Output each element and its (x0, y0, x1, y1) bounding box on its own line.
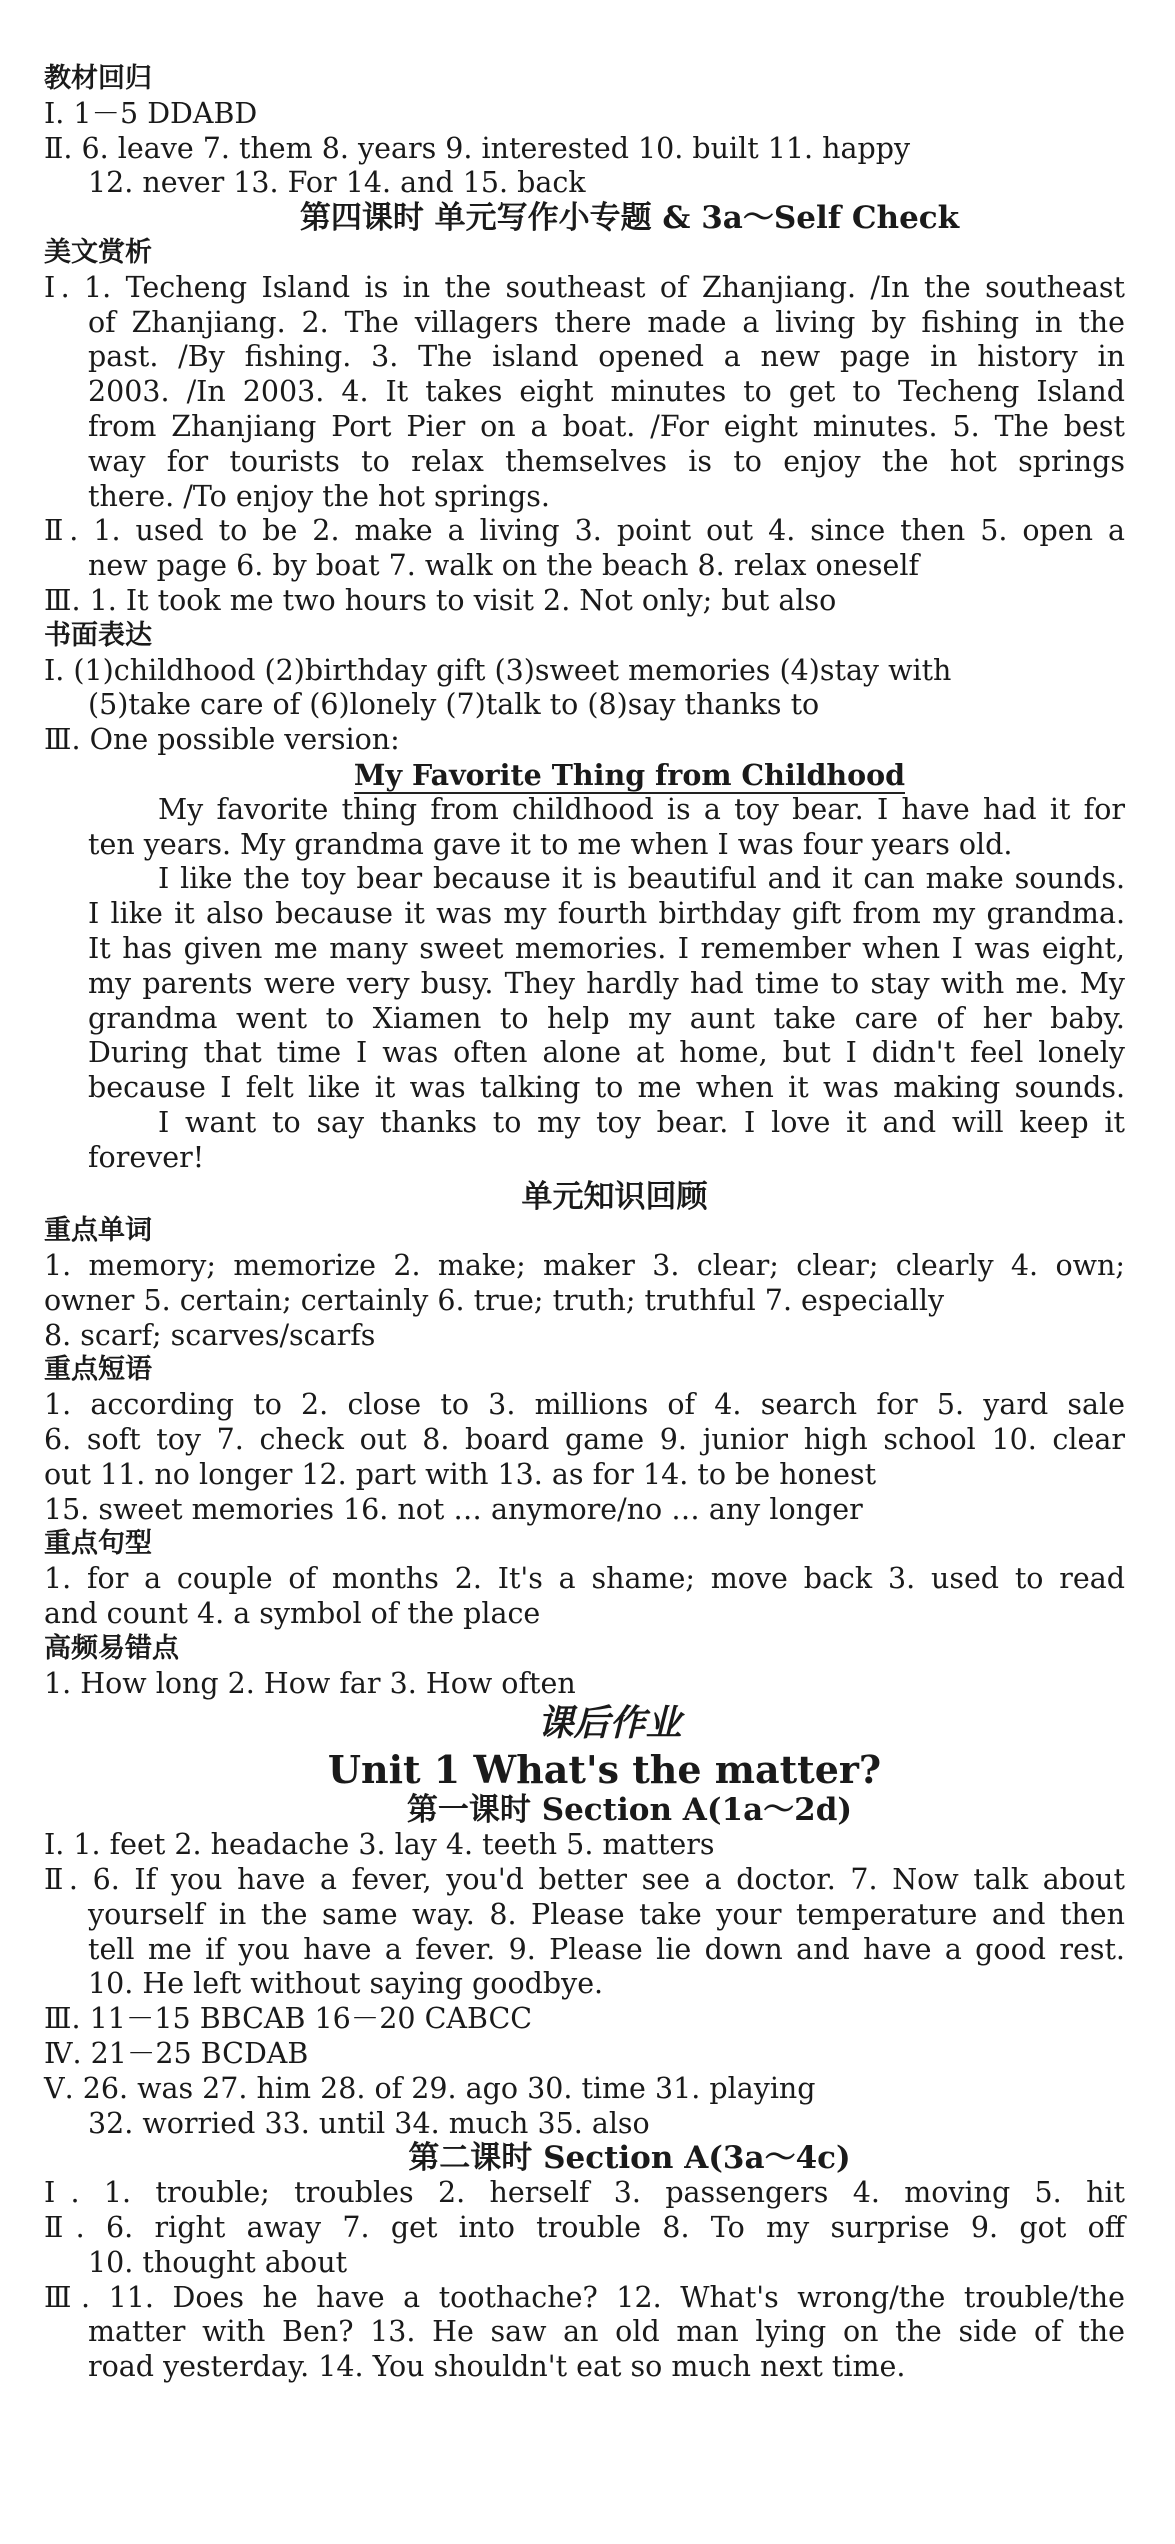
answer-line: of Zhanjiang. 2. The villagers there made a living by fishing in the (88, 305, 1125, 339)
answer-line: Ⅰ. 1－5 DDABD (44, 96, 258, 130)
answer-line: 1. memory; memorize 2. make; maker 3. clear; clear; clearly 4. own; (44, 1249, 1125, 1283)
answer-line: 1. for a couple of months 2. It's a shame; move back 3. used to read (44, 1562, 1125, 1596)
essay-line: forever! (88, 1140, 205, 1174)
essay-line: My favorite thing from childhood is a toy bear. I have had it for (158, 792, 1125, 826)
essay-line: I like the toy bear because it is beautiful and it can make sounds. (158, 862, 1125, 896)
answer-line: 10. He left without saying goodbye. (88, 1967, 604, 2001)
lesson-heading-4: 第四课时 单元写作小专题 & 3a～Self Check (299, 200, 960, 237)
section-title-key-words: 重点单词 (44, 1215, 152, 1247)
answer-line: new page 6. by boat 7. walk on the beach 8. relax oneself (88, 549, 920, 583)
essay-line: I like it also because it was my fourth birthday gift from my grandma. (88, 897, 1125, 931)
answer-line: Ⅲ. One possible version: (44, 723, 400, 757)
answer-line: Ⅱ. 1. used to be 2. make a living 3. point out 4. since then 5. open a (44, 514, 1125, 548)
lesson-heading-2: 第二课时 Section A(3a～4c) (408, 2140, 851, 2177)
answer-line: Ⅳ. 21－25 BCDAB (44, 2037, 309, 2071)
answer-line: out 11. no longer 12. part with 13. as for 14. to be honest (44, 1457, 877, 1491)
answer-line: 12. never 13. For 14. and 15. back (88, 166, 586, 200)
answer-line: from Zhanjiang Port Pier on a boat. /For eight minutes. 5. The best (88, 409, 1125, 443)
answer-line: Ⅰ. (1)childhood (2)birthday gift (3)sweet memories (4)stay with (44, 653, 952, 687)
answer-line: Ⅰ. 1. trouble; troubles 2. herself 3. passengers 4. moving 5. hit (44, 2176, 1125, 2210)
lesson-heading-1: 第一课时 Section A(1a～2d) (406, 1792, 853, 1829)
section-title-key-sentences: 重点句型 (44, 1528, 152, 1560)
answer-line: and count 4. a symbol of the place (44, 1597, 541, 1631)
answer-line: past. /By fishing. 3. The island opened a new page in history in (88, 340, 1125, 374)
answer-line: Ⅲ. 11. Does he have a toothache? 12. What's wrong/the trouble/the (44, 2280, 1125, 2314)
essay-line: I want to say thanks to my toy bear. I love it and will keep it (158, 1105, 1125, 1139)
answer-line: matter with Ben? 13. He saw an old man lying on the side of the (88, 2315, 1125, 2349)
unit-heading: Unit 1 What's the matter? (327, 1747, 882, 1793)
answer-line: 15. sweet memories 16. not … anymore/no … any longer (44, 1492, 863, 1526)
unit-review-heading: 单元知识回顾 (521, 1178, 708, 1215)
answer-line: 8. scarf; scarves/scarfs (44, 1318, 376, 1352)
essay-line: ten years. My grandma gave it to me when I was four years old. (88, 827, 1013, 861)
essay-line: my parents were very busy. They hardly had time to stay with me. My (88, 966, 1125, 1000)
answer-line: 10. thought about (88, 2245, 348, 2279)
essay-line: During that time I was often alone at home, but I didn't feel lonely (88, 1036, 1125, 1070)
answer-line: 32. worried 33. until 34. much 35. also (88, 2106, 650, 2140)
answer-line: road yesterday. 14. You shouldn't eat so much next time. (88, 2350, 906, 2384)
answer-line: Ⅱ. 6. right away 7. get into trouble 8. To my surprise 9. got off (44, 2211, 1125, 2245)
answer-line: way for tourists to relax themselves is to enjoy the hot springs (88, 444, 1125, 478)
answer-line: 1. according to 2. close to 3. millions of 4. search for 5. yard sale (44, 1388, 1125, 1422)
answer-line: Ⅰ. 1. Techeng Island is in the southeast of Zhanjiang. /In the southeast (44, 270, 1125, 304)
answer-line: tell me if you have a fever. 9. Please lie down and have a good rest. (88, 1932, 1125, 1966)
section-title-common-errors: 高频易错点 (44, 1632, 179, 1664)
essay-line: It has given me many sweet memories. I remember when I was eight, (88, 931, 1125, 965)
section-title-key-phrases: 重点短语 (44, 1354, 152, 1386)
homework-heading: 课后作业 (537, 1703, 682, 1745)
answer-line: Ⅰ. 1. feet 2. headache 3. lay 4. teeth 5. matters (44, 1828, 715, 1862)
answer-line: Ⅲ. 11－15 BBCAB 16－20 CABCC (44, 2002, 533, 2036)
section-title-textbook-review: 教材回归 (44, 63, 152, 94)
answer-line: 1. How long 2. How far 3. How often (44, 1666, 576, 1700)
answer-line: there. /To enjoy the hot springs. (88, 479, 550, 513)
answer-line: Ⅱ. 6. If you have a fever, you'd better see a doctor. 7. Now talk about (44, 1863, 1125, 1897)
section-title-reading: 美文赏析 (44, 236, 152, 268)
answer-line: Ⅱ. 6. leave 7. them 8. years 9. interested 10. built 11. happy (44, 131, 911, 165)
essay-title: My Favorite Thing from Childhood (353, 757, 906, 792)
answer-line: yourself in the same way. 8. Please take your temperature and then (88, 1897, 1125, 1931)
answer-line: (5)take care of (6)lonely (7)talk to (8)say thanks to (88, 688, 820, 722)
essay-line: because I felt like it was talking to me when it was making sounds. (88, 1071, 1125, 1105)
section-title-writing: 书面表达 (44, 619, 152, 651)
answer-line: 6. soft toy 7. check out 8. board game 9. junior high school 10. clear (44, 1423, 1125, 1457)
answer-line: owner 5. certain; certainly 6. true; truth; truthful 7. especially (44, 1283, 945, 1317)
answer-line: Ⅴ. 26. was 27. him 28. of 29. ago 30. time 31. playing (44, 2071, 816, 2105)
essay-line: grandma went to Xiamen to help my aunt take care of her baby. (88, 1001, 1125, 1035)
answer-line: Ⅲ. 1. It took me two hours to visit 2. Not only; but also (44, 583, 837, 617)
answer-line: 2003. /In 2003. 4. It takes eight minutes to get to Techeng Island (88, 375, 1125, 409)
